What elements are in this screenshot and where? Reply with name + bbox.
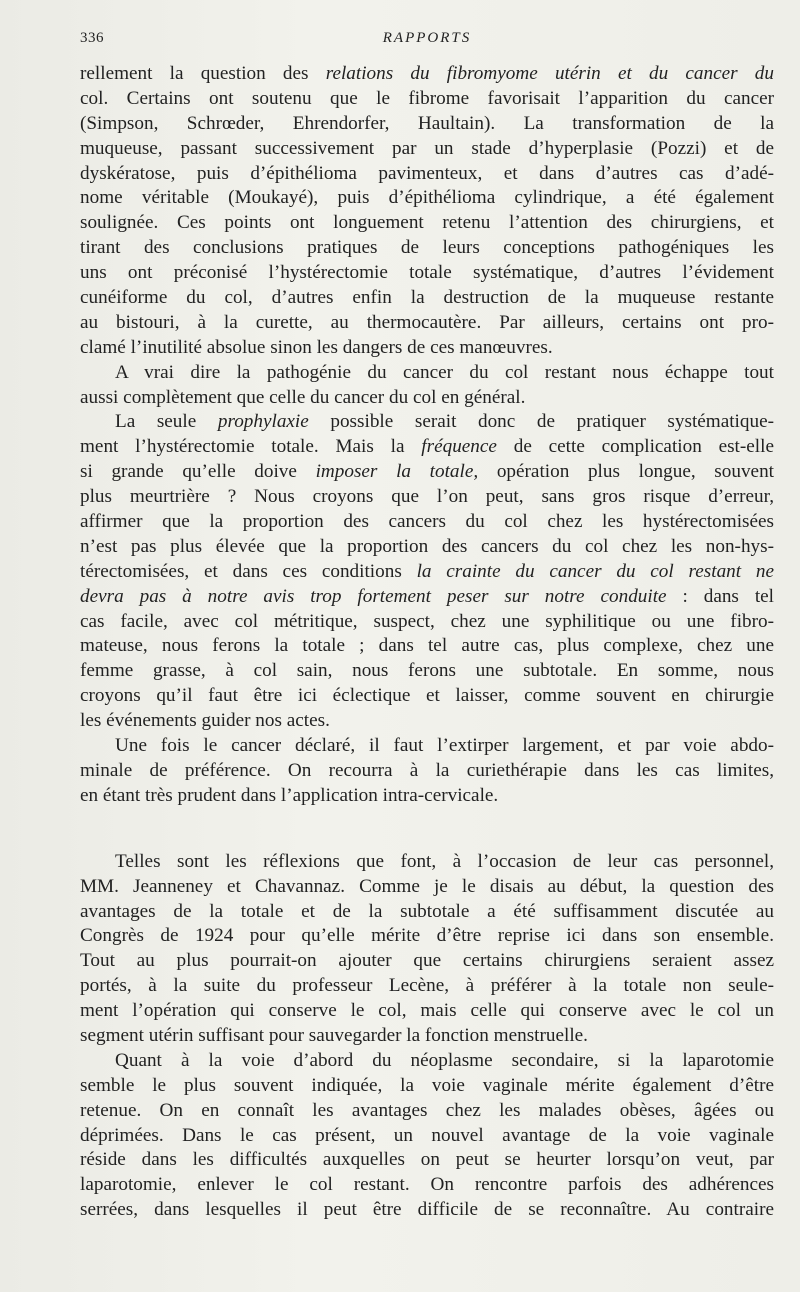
text-line: retenue. On en connaît les avantages chez les malades obèses, âgées ou xyxy=(80,1099,774,1121)
body-text xyxy=(80,62,774,1223)
text-line: Telles sont les réflexions que font, à l’occasion de leur cas personnel, xyxy=(115,850,774,872)
text-line: col. Certains ont soutenu que le fibrome favorisait l’apparition du cancer xyxy=(80,87,774,109)
text-line: (Simpson, Schrœder, Ehrendorfer, Haultain). La transformation de la xyxy=(80,112,774,134)
text-line: croyons qu’il faut être ici éclectique et laisser, comme souvent en chirurgie xyxy=(80,685,774,707)
text-line: Quant à la voie d’abord du néoplasme secondaire, si la laparotomie xyxy=(115,1049,774,1071)
text-line: Une fois le cancer déclaré, il faut l’extirper largement, et par voie abdo- xyxy=(115,735,774,757)
text-line: La seule prophylaxie possible serait donc de pratiquer systématique- xyxy=(115,411,774,433)
text-line: soulignée. Ces points ont longuement retenu l’attention des chirurgiens, et xyxy=(80,212,774,234)
text-line: au bistouri, à la curette, au thermocautère. Par ailleurs, certains ont pro- xyxy=(80,311,774,333)
text-line: cas facile, avec col métritique, suspect, chez une syphilitique ou une fibro- xyxy=(80,610,774,632)
running-title: RAPPORTS xyxy=(382,30,472,46)
text-line: les événements guider nos actes. xyxy=(80,710,330,732)
text-line: A vrai dire la pathogénie du cancer du col restant nous échappe tout xyxy=(115,361,774,383)
text-line: dyskératose, puis d’épithélioma pavimenteux, et dans d’autres cas d’adé- xyxy=(80,162,774,184)
text-line: affirmer que la proportion des cancers du col chez les hystérectomisées xyxy=(80,511,774,533)
text-line: minale de préférence. On recourra à la curiethérapie dans les cas limites, xyxy=(80,759,774,781)
text-line: avantages de la totale et de la subtotale a été suffisamment discutée au xyxy=(80,900,774,922)
text-line: déprimées. Dans le cas présent, un nouvel avantage de la voie vaginale xyxy=(80,1124,774,1146)
text-line: laparotomie, enlever le col restant. On rencontre parfois des adhérences xyxy=(80,1174,774,1196)
text-line: ment l’hystérectomie totale. Mais la fréquence de cette complication est-elle xyxy=(80,436,774,458)
text-line: si grande qu’elle doive imposer la totale, opération plus longue, souvent xyxy=(80,461,774,483)
text-line: réside dans les difficultés auxquelles on peut se heurter lorsqu’on veut, par xyxy=(80,1149,774,1171)
text-line: serrées, dans lesquelles il peut être difficile de se reconnaître. Au contraire xyxy=(80,1199,774,1221)
text-line: devra pas à notre avis trop fortement peser sur notre conduite : dans tel xyxy=(80,585,774,607)
text-line: muqueuse, passant successivement par un stade d’hyperplasie (Pozzi) et de xyxy=(80,137,774,159)
text-line: femme grasse, à col sain, nous ferons une subtotale. En somme, nous xyxy=(80,660,774,682)
text-line: en étant très prudent dans l’application intra-cervicale. xyxy=(80,784,499,806)
text-line: aussi complètement que celle du cancer du col en général. xyxy=(80,386,526,408)
text-line: n’est pas plus élevée que la proportion des cancers du col chez les non-hys- xyxy=(80,535,774,557)
text-line: mateuse, nous ferons la totale ; dans tel autre cas, plus complexe, chez une xyxy=(80,635,774,657)
text-line: térectomisées, et dans ces conditions la crainte du cancer du col restant ne xyxy=(80,560,774,582)
text-line: rellement la question des relations du fibromyome utérin et du cancer du xyxy=(80,63,774,84)
text-line: MM. Jeanneney et Chavannaz. Comme je le disais au début, la question des xyxy=(80,875,774,897)
section-gap xyxy=(80,809,774,850)
text-line: Tout au plus pourrait-on ajouter que certains chirurgiens seraient assez xyxy=(80,950,774,972)
text-line: semble le plus souvent indiquée, la voie vaginale mérite également d’être xyxy=(80,1074,774,1096)
text-line: clamé l’inutilité absolue sinon les dangers de ces manœuvres. xyxy=(80,336,553,358)
text-line: uns ont préconisé l’hystérectomie totale systématique, d’autres l’évidement xyxy=(80,262,774,284)
page-header xyxy=(80,30,774,52)
text-line: ment l’opération qui conserve le col, mais celle qui conserve avec le col un xyxy=(80,1000,774,1022)
text-line: segment utérin suffisant pour sauvegarder la fonction menstruelle. xyxy=(80,1024,588,1046)
text-line: cunéiforme du col, d’autres enfin la destruction de la muqueuse restante xyxy=(80,287,774,309)
text-line: tirant des conclusions pratiques de leurs conceptions pathogéniques les xyxy=(80,237,774,259)
text-line: plus meurtrière ? Nous croyons que l’on peut, sans gros risque d’erreur, xyxy=(80,486,774,508)
text-line: nome véritable (Moukayé), puis d’épithélioma cylindrique, a été également xyxy=(80,187,774,209)
text-line: Congrès de 1924 pour qu’elle mérite d’être reprise ici dans son ensemble. xyxy=(80,925,774,947)
page-number: 336 xyxy=(80,30,104,46)
text-line: portés, à la suite du professeur Lecène, à préférer à la totale non seule- xyxy=(80,975,774,997)
